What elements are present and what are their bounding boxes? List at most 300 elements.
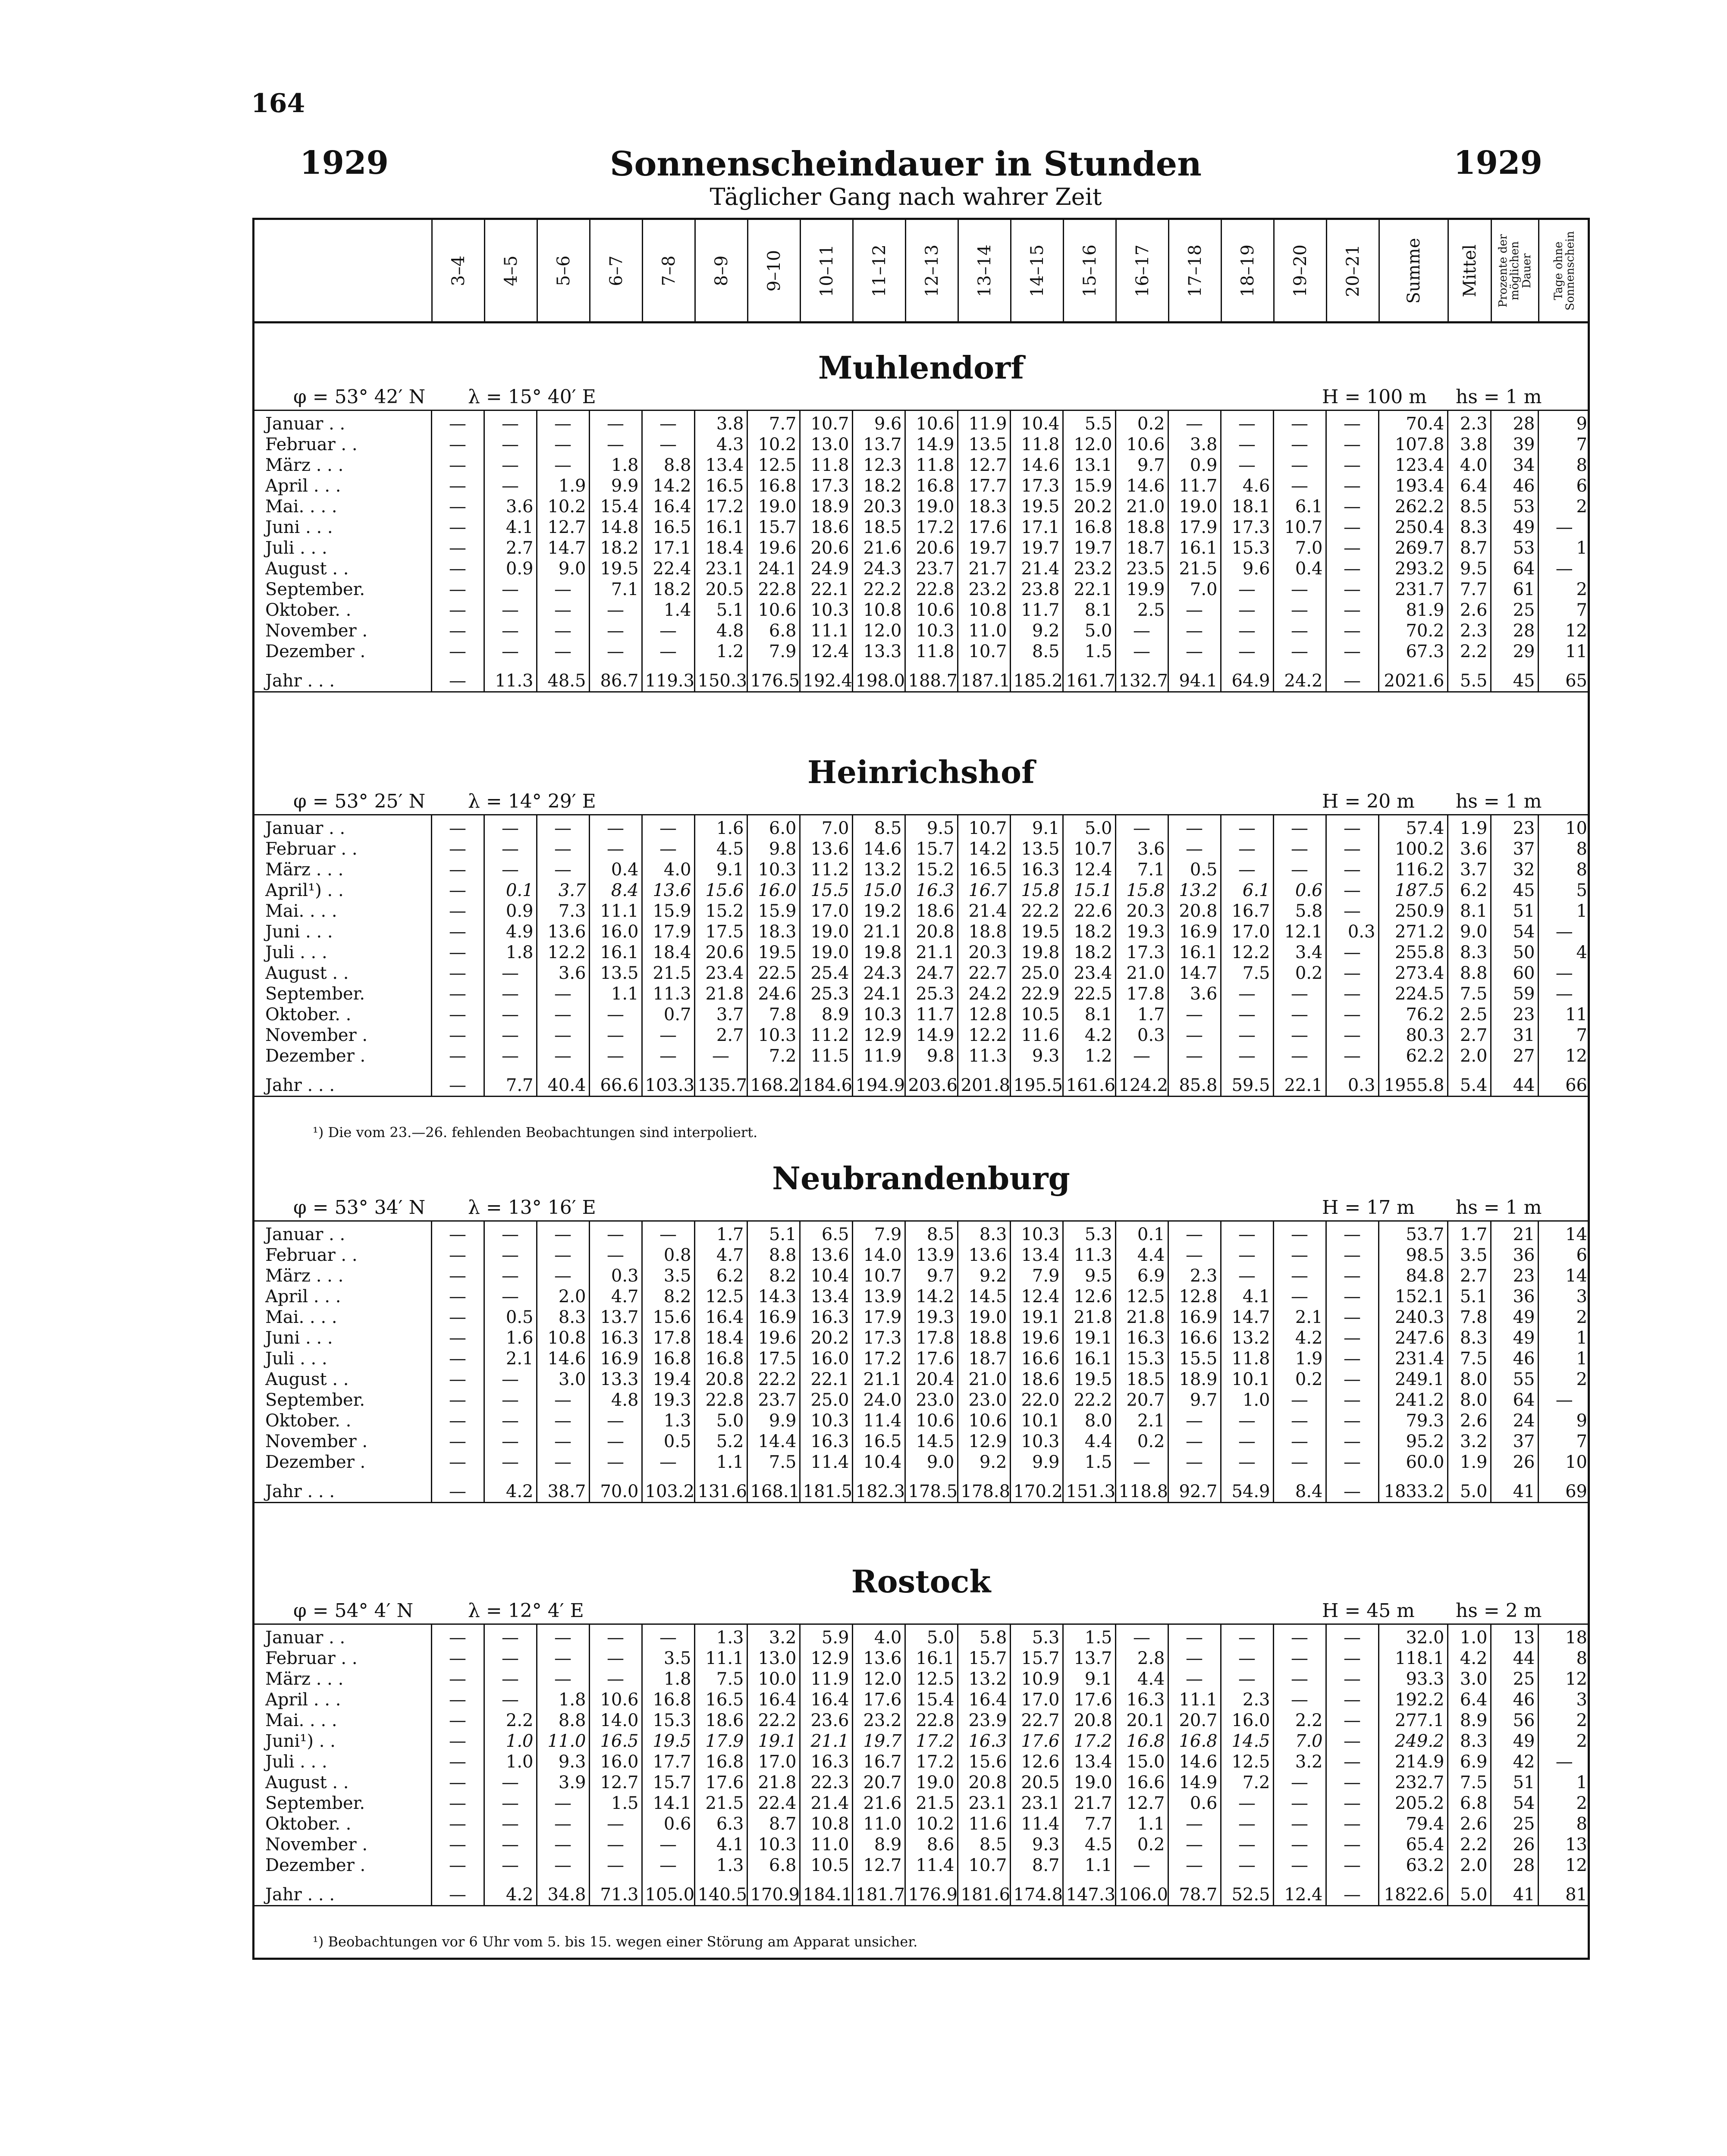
table-cell: —: [1326, 538, 1378, 558]
column-header: [1273, 220, 1326, 321]
table-row-year: [252, 1473, 1590, 1503]
table-cell: 151.3: [1063, 1473, 1115, 1503]
table-cell: 15.9: [747, 901, 800, 921]
table-cell: 277.1: [1378, 1710, 1448, 1731]
table-cell: —: [1326, 1245, 1378, 1266]
table-row: [252, 496, 1590, 517]
table-cell: 10.8: [958, 600, 1010, 620]
table-cell: 71.3: [589, 1876, 642, 1906]
longitude: λ = 14° 29′ E: [468, 790, 596, 812]
table-cell: —: [537, 620, 589, 641]
row-label: Juli . . .: [265, 1349, 327, 1369]
table-cell: 10.2: [905, 1814, 958, 1834]
table-cell: 12.5: [747, 455, 800, 476]
table-cell: 16.3: [800, 1752, 852, 1772]
table-cell: 21.0: [958, 1369, 1010, 1390]
table-cell: 1.9: [537, 476, 589, 496]
table-cell: 6.5: [800, 1221, 852, 1245]
table-cell: —: [1273, 984, 1326, 1004]
table-cell: 19.7: [1063, 538, 1115, 558]
table-row: [252, 921, 1590, 942]
table-cell: 15.8: [1115, 880, 1168, 901]
table-cell: 92.7: [1168, 1473, 1221, 1503]
year-right: 1929: [1454, 144, 1542, 182]
table-cell: 60: [1491, 963, 1538, 984]
table-cell: 182.3: [852, 1473, 905, 1503]
table-cell: 20.8: [1168, 901, 1221, 921]
table-cell: —: [537, 1410, 589, 1431]
table-cell: 81.9: [1378, 600, 1448, 620]
table-cell: 14.2: [905, 1286, 958, 1307]
table-cell: 11.8: [905, 641, 958, 662]
table-cell: 8.1: [1448, 901, 1491, 921]
table-cell: 23.9: [958, 1710, 1010, 1731]
table-cell: —: [1115, 1046, 1168, 1066]
table-cell: 24.1: [747, 558, 800, 579]
table-cell: —: [431, 411, 484, 435]
table-cell: —: [1168, 1410, 1221, 1431]
table-cell: 15.9: [1063, 476, 1115, 496]
table-cell: 14.6: [1168, 1752, 1221, 1772]
table-cell: —: [537, 579, 589, 600]
table-row: [252, 859, 1590, 880]
table-cell: 0.2: [1115, 411, 1168, 435]
table-cell: 39: [1491, 434, 1538, 455]
table-cell: —: [1326, 859, 1378, 880]
table-cell: —: [1326, 496, 1378, 517]
column-header-label: 11–12: [869, 244, 889, 297]
table-cell: 53: [1491, 538, 1538, 558]
row-label: Oktober. .: [265, 1411, 352, 1431]
table-cell: —: [1115, 1855, 1168, 1876]
table-cell: —: [589, 434, 642, 455]
row-label: Dezember .: [265, 642, 366, 661]
table-cell: 8.9: [800, 1004, 852, 1025]
table-cell: 9.3: [1010, 1046, 1063, 1066]
table-row: [252, 1046, 1590, 1066]
table-cell: 21.8: [1115, 1307, 1168, 1328]
table-cell: 23.0: [958, 1390, 1010, 1410]
table-cell: —: [1168, 600, 1221, 620]
row-label: Januar . .: [252, 411, 431, 435]
table-cell: 17.0: [800, 901, 852, 921]
table-cell: —: [589, 1025, 642, 1046]
column-header-label: 3–4: [448, 255, 468, 286]
table-cell: —: [1326, 641, 1378, 662]
table-cell: 19.7: [852, 1731, 905, 1752]
table-row: [252, 1390, 1590, 1410]
table-cell: 18.6: [905, 901, 958, 921]
table-cell: 3.8: [1448, 434, 1491, 455]
table-cell: 8.5: [958, 1834, 1010, 1855]
column-header-label: 7–8: [659, 255, 679, 286]
table-cell: 24.2: [1273, 662, 1326, 692]
table-cell: —: [1273, 1410, 1326, 1431]
table-cell: 13.0: [747, 1648, 800, 1669]
table-cell: —: [484, 434, 537, 455]
table-cell: 3.8: [694, 411, 747, 435]
table-cell: —: [1273, 1245, 1326, 1266]
table-cell: 21.6: [852, 538, 905, 558]
table-cell: 14.5: [1221, 1731, 1273, 1752]
table-cell: 7.9: [1010, 1266, 1063, 1286]
table-cell: 15.3: [642, 1710, 694, 1731]
table-cell: 174.8: [1010, 1876, 1063, 1906]
table-cell: 7.7: [747, 411, 800, 435]
table-cell: 15.6: [958, 1752, 1010, 1772]
column-header: [1221, 220, 1273, 321]
table-cell: —: [1273, 859, 1326, 880]
table-cell: —: [431, 1046, 484, 1066]
table-cell: —: [431, 921, 484, 942]
table-cell: 16.5: [694, 1689, 747, 1710]
table-cell: 98.5: [1378, 1245, 1448, 1266]
table-cell: 48.5: [537, 662, 589, 692]
table-cell: 20.2: [1063, 496, 1115, 517]
table-cell: —: [537, 1025, 589, 1046]
table-cell: 271.2: [1378, 921, 1448, 942]
table-cell: 198.0: [852, 662, 905, 692]
table-cell: —: [484, 859, 537, 880]
table-cell: —: [1221, 434, 1273, 455]
table-cell: 1.1: [1115, 1814, 1168, 1834]
table-cell: 27: [1491, 1046, 1538, 1066]
table-cell: —: [1326, 1410, 1378, 1431]
column-header-label: 12–13: [922, 244, 942, 297]
table-cell: —: [642, 411, 694, 435]
table-cell: 16.3: [800, 1307, 852, 1328]
table-cell: 9.6: [1221, 558, 1273, 579]
table-cell: 4.8: [589, 1390, 642, 1410]
table-cell: —: [642, 1855, 694, 1876]
table-cell: 2.8: [1115, 1648, 1168, 1669]
table-cell: 19.7: [958, 538, 1010, 558]
table-cell: 16.4: [958, 1689, 1010, 1710]
table-cell: 7.5: [694, 1669, 747, 1689]
table-cell: —: [1538, 921, 1590, 942]
table-cell: 7.0: [1168, 579, 1221, 600]
table-cell: 19.4: [642, 1369, 694, 1390]
table-cell: 3.7: [694, 1004, 747, 1025]
table-cell: 17.2: [852, 1348, 905, 1369]
table-cell: —: [1326, 901, 1378, 921]
table-cell: —: [1326, 815, 1378, 839]
table-cell: 12.4: [1010, 1286, 1063, 1307]
table-cell: 7.7: [484, 1066, 537, 1097]
table-cell: 20.6: [905, 538, 958, 558]
table-cell: —: [484, 411, 537, 435]
table-cell: 168.2: [747, 1066, 800, 1097]
table-cell: 67.3: [1378, 641, 1448, 662]
table-cell: 20.8: [1063, 1710, 1115, 1731]
table-cell: 12.5: [1115, 1286, 1168, 1307]
table-cell: 22.3: [800, 1772, 852, 1793]
table-cell: 20.6: [694, 942, 747, 963]
table-cell: —: [537, 455, 589, 476]
column-header: [1378, 220, 1448, 321]
table-cell: 56: [1491, 1710, 1538, 1731]
table-cell: 22.8: [694, 1390, 747, 1410]
table-cell: —: [484, 963, 537, 984]
table-cell: 201.8: [958, 1066, 1010, 1097]
table-cell: 25: [1491, 600, 1538, 620]
column-header: [694, 220, 747, 321]
latitude: φ = 53° 25′ N: [293, 790, 426, 812]
table-cell: 0.9: [484, 901, 537, 921]
table-cell: —: [484, 455, 537, 476]
table-cell: 9.9: [589, 476, 642, 496]
table-cell: 188.7: [905, 662, 958, 692]
table-cell: 18.7: [1115, 538, 1168, 558]
table-cell: 21.4: [800, 1793, 852, 1814]
table-cell: 70.4: [1378, 411, 1448, 435]
table-cell: 5.0: [1448, 1876, 1491, 1906]
table-cell: 161.7: [1063, 662, 1115, 692]
table-cell: —: [431, 641, 484, 662]
table-cell: 14.6: [1010, 455, 1063, 476]
table-cell: 1.0: [484, 1731, 537, 1752]
table-cell: 13.3: [852, 641, 905, 662]
table-cell: 61: [1491, 579, 1538, 600]
table-cell: —: [642, 815, 694, 839]
table-cell: —: [1221, 1814, 1273, 1834]
table-cell: —: [1168, 1669, 1221, 1689]
table-row: [252, 600, 1590, 620]
table-cell: 187.1: [958, 662, 1010, 692]
table-cell: 80.3: [1378, 1025, 1448, 1046]
table-cell: 4.0: [642, 859, 694, 880]
table-cell: 69: [1538, 1473, 1590, 1503]
table-cell: —: [1326, 1752, 1378, 1772]
table-cell: —: [431, 538, 484, 558]
table-cell: —: [1221, 1793, 1273, 1814]
table-cell: —: [589, 1004, 642, 1025]
table-cell: 46: [1491, 1689, 1538, 1710]
table-cell: 2.3: [1448, 620, 1491, 641]
table-cell: 13.4: [1063, 1752, 1115, 1772]
table-cell: 17.3: [800, 476, 852, 496]
table-cell: 12.2: [537, 942, 589, 963]
table-cell: 24.6: [747, 984, 800, 1004]
table-cell: —: [1221, 455, 1273, 476]
table-cell: 66: [1538, 1066, 1590, 1097]
table-cell: 4.2: [1273, 1328, 1326, 1348]
table-cell: 8.9: [852, 1834, 905, 1855]
table-cell: —: [589, 620, 642, 641]
table-cell: 7.0: [1273, 1731, 1326, 1752]
table-cell: 16.1: [1168, 942, 1221, 963]
table-cell: 54: [1491, 921, 1538, 942]
table-row: [252, 1452, 1590, 1473]
instrument-height: hs = 1 m: [1456, 386, 1542, 408]
table-cell: —: [1326, 1025, 1378, 1046]
station-table: [252, 1623, 1590, 1906]
table-cell: —: [537, 1624, 589, 1648]
station-name: Neubrandenburg: [772, 1160, 1070, 1197]
table-cell: —: [431, 815, 484, 839]
table-cell: 11.9: [800, 1669, 852, 1689]
table-cell: —: [1326, 839, 1378, 859]
table-cell: —: [1273, 1025, 1326, 1046]
table-cell: 4.0: [852, 1624, 905, 1648]
column-header: [1115, 220, 1168, 321]
table-cell: 13.7: [852, 434, 905, 455]
table-cell: 12.9: [852, 1025, 905, 1046]
table-cell: —: [1326, 517, 1378, 538]
table-cell: —: [484, 1834, 537, 1855]
table-cell: 8.8: [642, 455, 694, 476]
table-cell: 11.3: [958, 1046, 1010, 1066]
station-table: [252, 1220, 1590, 1503]
row-label: April . . .: [265, 476, 341, 496]
table-cell: —: [1168, 1624, 1221, 1648]
table-cell: 14.7: [537, 538, 589, 558]
page-title: Sonnenscheindauer in Stunden: [609, 144, 1202, 184]
table-row: [252, 984, 1590, 1004]
table-cell: 0.5: [642, 1431, 694, 1452]
table-cell: 2.1: [484, 1348, 537, 1369]
table-cell: 8.5: [905, 1221, 958, 1245]
column-header-label: Summe: [1404, 238, 1424, 304]
table-cell: 8.7: [1010, 1855, 1063, 1876]
table-cell: —: [589, 1221, 642, 1245]
table-cell: 16.8: [1115, 1731, 1168, 1752]
table-cell: 3.2: [1448, 1431, 1491, 1452]
table-cell: 25.3: [800, 984, 852, 1004]
table-cell: 23.7: [905, 558, 958, 579]
table-cell: 181.6: [958, 1876, 1010, 1906]
table-cell: —: [484, 1624, 537, 1648]
column-header-label: 9–10: [764, 250, 784, 291]
table-cell: 12.7: [958, 455, 1010, 476]
table-cell: —: [1326, 1328, 1378, 1348]
table-cell: 12.7: [537, 517, 589, 538]
table-cell: 10.3: [905, 620, 958, 641]
table-cell: 16.9: [747, 1307, 800, 1328]
table-cell: —: [1273, 1452, 1326, 1473]
table-cell: 16.8: [1168, 1731, 1221, 1752]
table-cell: 20.7: [1168, 1710, 1221, 1731]
table-row: [252, 476, 1590, 496]
table-cell: 8.1: [1063, 600, 1115, 620]
table-cell: 15.4: [589, 496, 642, 517]
table-cell: 5.5: [1448, 662, 1491, 692]
table-cell: —: [1115, 1452, 1168, 1473]
table-cell: 9: [1538, 411, 1590, 435]
table-cell: —: [1115, 815, 1168, 839]
table-cell: —: [1273, 1266, 1326, 1286]
table-cell: —: [431, 517, 484, 538]
table-cell: 2.0: [537, 1286, 589, 1307]
station-name: Heinrichshof: [807, 754, 1035, 790]
table-cell: —: [1273, 1648, 1326, 1669]
table-cell: —: [431, 942, 484, 963]
table-cell: —: [484, 815, 537, 839]
table-cell: 0.2: [1115, 1431, 1168, 1452]
table-cell: 44: [1491, 1648, 1538, 1669]
table-cell: 12.4: [1273, 1876, 1326, 1906]
table-cell: 85.8: [1168, 1066, 1221, 1097]
table-cell: 18.3: [747, 921, 800, 942]
table-cell: 7.3: [537, 901, 589, 921]
table-cell: —: [1115, 1624, 1168, 1648]
table-cell: 205.2: [1378, 1793, 1448, 1814]
table-cell: —: [537, 411, 589, 435]
table-cell: 1822.6: [1378, 1876, 1448, 1906]
table-cell: 23.5: [1115, 558, 1168, 579]
table-cell: 21.5: [905, 1793, 958, 1814]
table-cell: 7.5: [1448, 1772, 1491, 1793]
table-cell: 249.1: [1378, 1369, 1448, 1390]
table-cell: 19.6: [1010, 1328, 1063, 1348]
table-cell: 17.1: [642, 538, 694, 558]
table-cell: 3.0: [1448, 1669, 1491, 1689]
table-row-year: [252, 662, 1590, 692]
table-cell: 8: [1538, 455, 1590, 476]
table-cell: 6.1: [1273, 496, 1326, 517]
table-cell: —: [484, 1004, 537, 1025]
table-cell: 5.1: [1448, 1286, 1491, 1307]
table-cell: 65.4: [1378, 1834, 1448, 1855]
table-cell: 250.4: [1378, 517, 1448, 538]
table-cell: 10.5: [800, 1855, 852, 1876]
table-cell: 7.7: [1448, 579, 1491, 600]
table-cell: 13.1: [1063, 455, 1115, 476]
table-cell: 15.6: [642, 1307, 694, 1328]
table-cell: —: [431, 455, 484, 476]
table-cell: 15.3: [1221, 538, 1273, 558]
table-cell: —: [431, 1410, 484, 1431]
table-cell: 18.8: [1115, 517, 1168, 538]
table-cell: —: [484, 1669, 537, 1689]
table-cell: 18.9: [1168, 1369, 1221, 1390]
table-cell: 3.2: [747, 1624, 800, 1648]
table-cell: 11.7: [905, 1004, 958, 1025]
column-header: [589, 220, 642, 321]
table-cell: 57.4: [1378, 815, 1448, 839]
table-cell: 16.4: [642, 496, 694, 517]
station-name: Rostock: [851, 1563, 991, 1600]
table-cell: —: [537, 1452, 589, 1473]
table-row: [252, 620, 1590, 641]
table-cell: —: [431, 662, 484, 692]
table-cell: 1.6: [694, 815, 747, 839]
table-cell: —: [537, 984, 589, 1004]
table-cell: 13.3: [589, 1369, 642, 1390]
table-cell: 31: [1491, 1025, 1538, 1046]
table-row-year: [252, 1066, 1590, 1097]
table-cell: 107.8: [1378, 434, 1448, 455]
table-cell: 95.2: [1378, 1431, 1448, 1452]
row-label: Mai. . . .: [265, 901, 337, 921]
row-label: Mai. . . .: [265, 497, 337, 517]
table-cell: 14.7: [1168, 963, 1221, 984]
table-cell: 0.3: [589, 1266, 642, 1286]
table-cell: 1.0: [1221, 1390, 1273, 1410]
table-cell: 2.3: [1168, 1266, 1221, 1286]
table-cell: —: [431, 558, 484, 579]
table-cell: 16.8: [642, 1689, 694, 1710]
table-cell: 19.9: [1115, 579, 1168, 600]
table-cell: —: [484, 1369, 537, 1390]
table-row: [252, 1648, 1590, 1669]
table-cell: —: [1538, 1752, 1590, 1772]
table-cell: 16.4: [800, 1689, 852, 1710]
table-cell: 1: [1538, 1348, 1590, 1369]
table-cell: 14: [1538, 1221, 1590, 1245]
table-cell: 269.7: [1378, 538, 1448, 558]
table-cell: —: [431, 1431, 484, 1452]
